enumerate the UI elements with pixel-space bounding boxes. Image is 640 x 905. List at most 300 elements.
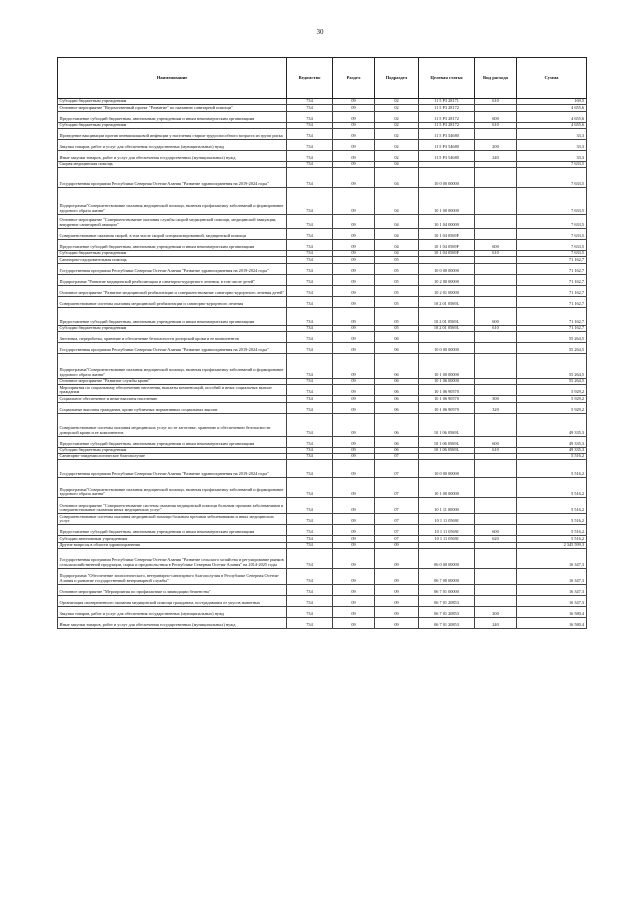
cell-summa: 16 580,4 <box>517 606 587 617</box>
cell-vid-rashoda <box>475 343 517 354</box>
cell-podrazdel: 06 <box>375 447 419 453</box>
cell-vid-rashoda <box>475 548 517 568</box>
cell-summa: 49 335,3 <box>517 436 587 447</box>
cell-podrazdel: 06 <box>375 343 419 354</box>
cell-podrazdel: 06 <box>375 354 419 379</box>
cell-vid-rashoda: 610 <box>475 251 517 257</box>
cell-vid-rashoda <box>475 584 517 595</box>
cell-celevaya-statya: 06 7 01 20853 <box>419 617 475 628</box>
cell-vedomstvo: 734 <box>287 332 333 343</box>
cell-podrazdel: 09 <box>375 548 419 568</box>
cell-vid-rashoda: 200 <box>475 139 517 150</box>
cell-summa: 7 633,5 <box>517 161 587 167</box>
cell-podrazdel: 04 <box>375 229 419 240</box>
cell-summa: 55 264,5 <box>517 354 587 379</box>
cell-name: Подпрограмма "Обеспечение эпизоотического, ветеринарно-санитарного благополучия в Республике Северная Осетия-Алания и развитие государственной ветеринарной службы" <box>58 568 287 584</box>
table-row <box>58 343 587 354</box>
table-row <box>58 514 587 525</box>
cell-razdel: 09 <box>333 251 375 257</box>
cell-vid-rashoda: 600 <box>475 111 517 122</box>
cell-vedomstvo: 734 <box>287 251 333 257</box>
cell-name: Другие вопросы в области здравоохранения <box>58 542 287 548</box>
cell-summa: 71 162,7 <box>517 307 587 325</box>
cell-vid-rashoda: 240 <box>475 617 517 628</box>
cell-podrazdel: 02 <box>375 111 419 122</box>
cell-vid-rashoda <box>475 128 517 139</box>
cell-name: Субсидии бюджетным учреждениям <box>58 122 287 128</box>
cell-podrazdel: 06 <box>375 385 419 396</box>
cell-podrazdel: 09 <box>375 584 419 595</box>
cell-vid-rashoda <box>475 296 517 307</box>
table-row <box>58 478 587 498</box>
cell-summa: 5 929,2 <box>517 396 587 402</box>
cell-vedomstvo: 734 <box>287 296 333 307</box>
cell-name: Основное мероприятие "Совершенствование оказания службы скорой медицинской помощи, медицинской эвакуации, внедрение санитарной авиации" <box>58 215 287 229</box>
cell-razdel: 09 <box>333 285 375 296</box>
cell-podrazdel: 09 <box>375 568 419 584</box>
cell-razdel: 09 <box>333 514 375 525</box>
cell-summa: 7 633,5 <box>517 168 587 188</box>
cell-celevaya-statya: 11 5 P3 54680 <box>419 139 475 150</box>
cell-vid-rashoda <box>475 285 517 296</box>
cell-celevaya-statya: 10 1 06 90570 <box>419 402 475 413</box>
cell-name: Социальные выплаты гражданам, кроме публичных нормативных социальных выплат <box>58 402 287 413</box>
cell-vid-rashoda: 610 <box>475 325 517 331</box>
cell-celevaya-statya: 10 1 00 00000 <box>419 354 475 379</box>
cell-razdel: 09 <box>333 606 375 617</box>
cell-celevaya-statya: 10 2 00 00000 <box>419 274 475 285</box>
cell-celevaya-statya: 06 0 00 00000 <box>419 548 475 568</box>
cell-razdel: 09 <box>333 402 375 413</box>
cell-summa: 33,3 <box>517 128 587 139</box>
table-body <box>58 99 587 629</box>
cell-vedomstvo: 734 <box>287 525 333 536</box>
cell-vedomstvo: 734 <box>287 478 333 498</box>
cell-vid-rashoda <box>475 514 517 525</box>
cell-summa: 55 264,5 <box>517 379 587 385</box>
cell-vedomstvo: 734 <box>287 263 333 274</box>
cell-podrazdel: 05 <box>375 285 419 296</box>
table-row <box>58 606 587 617</box>
cell-vedomstvo: 734 <box>287 548 333 568</box>
cell-podrazdel: 02 <box>375 105 419 111</box>
cell-celevaya-statya: 11 5 P3 28172 <box>419 111 475 122</box>
cell-podrazdel: 04 <box>375 161 419 167</box>
cell-vedomstvo: 734 <box>287 105 333 111</box>
cell-podrazdel: 09 <box>375 606 419 617</box>
cell-name: Проведение вакцинации против пневмококковой инфекции у населения старше трудоспособного возраста из групп риска <box>58 128 287 139</box>
cell-celevaya-statya: 10 1 04 0569F <box>419 240 475 251</box>
table-row <box>58 498 587 514</box>
cell-vedomstvo: 734 <box>287 111 333 122</box>
cell-summa: 5 516,2 <box>517 514 587 525</box>
table-row <box>58 595 587 606</box>
cell-name: Субсидии бюджетным учреждениям <box>58 325 287 331</box>
cell-vedomstvo: 734 <box>287 122 333 128</box>
cell-vedomstvo: 734 <box>287 99 333 105</box>
cell-podrazdel: 04 <box>375 188 419 215</box>
cell-name: Субсидии бюджетным учреждениям <box>58 251 287 257</box>
cell-vid-rashoda: 320 <box>475 402 517 413</box>
cell-razdel: 09 <box>333 161 375 167</box>
table-row <box>58 307 587 325</box>
cell-vedomstvo: 734 <box>287 447 333 453</box>
cell-name: Санаторно-оздоровительная помощь <box>58 257 287 263</box>
cell-name: Субсидии бюджетным учреждениям <box>58 447 287 453</box>
cell-vid-rashoda <box>475 568 517 584</box>
table-row <box>58 188 587 215</box>
cell-vedomstvo: 734 <box>287 215 333 229</box>
cell-name: Иные закупки товаров, работ и услуг для обеспечения государственных (муниципальных) нужд <box>58 617 287 628</box>
cell-podrazdel: 05 <box>375 307 419 325</box>
cell-name: Социальное обеспечение и иные выплаты населению <box>58 396 287 402</box>
cell-razdel: 09 <box>333 240 375 251</box>
cell-podrazdel: 07 <box>375 536 419 542</box>
cell-celevaya-statya: 10 1 06 00000 <box>419 379 475 385</box>
cell-podrazdel: 05 <box>375 257 419 263</box>
cell-vid-rashoda: 620 <box>475 536 517 542</box>
cell-podrazdel: 02 <box>375 139 419 150</box>
cell-razdel: 09 <box>333 478 375 498</box>
cell-summa: 7 633,5 <box>517 251 587 257</box>
cell-vedomstvo: 734 <box>287 498 333 514</box>
cell-razdel: 09 <box>333 307 375 325</box>
cell-name: Государственная программа Республики Северная Осетия-Алания "Развитие здравоохранения на 2019-2024 годы" <box>58 460 287 478</box>
cell-razdel: 09 <box>333 111 375 122</box>
cell-summa: 5 929,2 <box>517 402 587 413</box>
header-summa: Сумма <box>517 58 587 99</box>
cell-summa: 7 633,5 <box>517 240 587 251</box>
cell-razdel: 09 <box>333 584 375 595</box>
cell-podrazdel: 02 <box>375 99 419 105</box>
cell-razdel: 09 <box>333 122 375 128</box>
table-row <box>58 150 587 161</box>
cell-podrazdel: 07 <box>375 478 419 498</box>
cell-vedomstvo: 734 <box>287 536 333 542</box>
cell-vid-rashoda: 300 <box>475 396 517 402</box>
cell-razdel: 09 <box>333 296 375 307</box>
cell-vedomstvo: 734 <box>287 568 333 584</box>
budget-table <box>57 57 587 629</box>
cell-name: Основное мероприятие "Ведомственный проект "Развитие" по оказанию санитарной помощи" <box>58 105 287 111</box>
cell-summa: 4 655,6 <box>517 122 587 128</box>
cell-name: Организация своевременного оказания медицинской помощи гражданам, пострадавшим от укусов животных <box>58 595 287 606</box>
cell-summa: 16 347,3 <box>517 548 587 568</box>
cell-vedomstvo: 734 <box>287 617 333 628</box>
cell-vedomstvo: 734 <box>287 514 333 525</box>
cell-celevaya-statya: 10 0 00 00000 <box>419 460 475 478</box>
cell-summa: 5 516,2 <box>517 525 587 536</box>
cell-summa: 33,3 <box>517 150 587 161</box>
cell-vedomstvo: 734 <box>287 542 333 548</box>
cell-podrazdel: 04 <box>375 251 419 257</box>
cell-summa: 2 345 599,3 <box>517 542 587 548</box>
table-row <box>58 139 587 150</box>
table-row <box>58 332 587 343</box>
cell-razdel: 09 <box>333 617 375 628</box>
cell-name: Закупка товаров, работ и услуг для обеспечения государственных (муниципальных) нужд <box>58 139 287 150</box>
cell-celevaya-statya: 10 1 04 0569F <box>419 251 475 257</box>
cell-summa: 7 633,5 <box>517 229 587 240</box>
cell-name: Совершенствование системы оказания медицинской реабилитации и санаторно-курортного лечения <box>58 296 287 307</box>
cell-celevaya-statya: 06 7 01 00000 <box>419 584 475 595</box>
cell-summa: 5 516,2 <box>517 498 587 514</box>
cell-celevaya-statya: 10 1 04 0569F <box>419 229 475 240</box>
cell-vedomstvo: 734 <box>287 436 333 447</box>
cell-celevaya-statya: 10 2 01 0569L <box>419 325 475 331</box>
cell-razdel: 09 <box>333 229 375 240</box>
cell-vedomstvo: 734 <box>287 396 333 402</box>
cell-celevaya-statya: 10 1 00 00000 <box>419 188 475 215</box>
cell-celevaya-statya: 10 1 11 0569J <box>419 525 475 536</box>
cell-razdel: 09 <box>333 548 375 568</box>
cell-razdel: 09 <box>333 354 375 379</box>
cell-razdel: 09 <box>333 436 375 447</box>
header-vedomstvo: Ведомство <box>287 58 333 99</box>
cell-summa: 55 264,5 <box>517 332 587 343</box>
cell-podrazdel: 06 <box>375 436 419 447</box>
cell-vid-rashoda <box>475 460 517 478</box>
cell-razdel: 09 <box>333 525 375 536</box>
cell-podrazdel: 02 <box>375 122 419 128</box>
cell-vid-rashoda: 600 <box>475 525 517 536</box>
cell-podrazdel: 05 <box>375 296 419 307</box>
cell-summa: 71 162,7 <box>517 296 587 307</box>
cell-vedomstvo: 734 <box>287 150 333 161</box>
cell-podrazdel: 06 <box>375 379 419 385</box>
table-row <box>58 168 587 188</box>
cell-summa: 5 516,2 <box>517 453 587 459</box>
cell-vid-rashoda <box>475 215 517 229</box>
cell-podrazdel: 02 <box>375 150 419 161</box>
cell-vedomstvo: 734 <box>287 460 333 478</box>
cell-vedomstvo: 734 <box>287 139 333 150</box>
cell-celevaya-statya: 10 2 01 0569L <box>419 296 475 307</box>
cell-summa: 7 633,5 <box>517 188 587 215</box>
cell-celevaya-statya: 10 1 06 0569L <box>419 436 475 447</box>
cell-vid-rashoda: 600 <box>475 436 517 447</box>
cell-name: Государственная программа Республики Северная Осетия-Алания "Развитие здравоохранения на 2019-2024 годы" <box>58 343 287 354</box>
cell-name: Государственная программа Республики Северная Осетия-Алания "Развитие здравоохранения на 2019-2024 годы" <box>58 168 287 188</box>
cell-podrazdel: 09 <box>375 595 419 606</box>
cell-vedomstvo: 734 <box>287 343 333 354</box>
cell-name: Основное мероприятие "Развитие службы крови" <box>58 379 287 385</box>
cell-vid-rashoda: 200 <box>475 606 517 617</box>
cell-celevaya-statya: 06 7 00 00000 <box>419 568 475 584</box>
cell-razdel: 09 <box>333 128 375 139</box>
cell-razdel: 09 <box>333 188 375 215</box>
cell-celevaya-statya: 11 5 P3 54680 <box>419 150 475 161</box>
cell-summa: 16 347,3 <box>517 568 587 584</box>
table-row <box>58 296 587 307</box>
cell-name: Совершенствование оказания скорой, в том числе скорой специализированной, медицинской помощи <box>58 229 287 240</box>
cell-vedomstvo: 734 <box>287 307 333 325</box>
cell-vid-rashoda <box>475 478 517 498</box>
table-row <box>58 568 587 584</box>
cell-podrazdel: 04 <box>375 215 419 229</box>
cell-vid-rashoda: 610 <box>475 122 517 128</box>
table-row <box>58 385 587 396</box>
cell-vedomstvo: 734 <box>287 354 333 379</box>
table-row <box>58 584 587 595</box>
cell-vedomstvo: 734 <box>287 229 333 240</box>
cell-celevaya-statya: 06 7 01 20853 <box>419 595 475 606</box>
cell-name: Санитарно-эпидемиологическое благополучие <box>58 453 287 459</box>
cell-vid-rashoda: 600 <box>475 240 517 251</box>
cell-razdel: 09 <box>333 379 375 385</box>
cell-vedomstvo: 734 <box>287 274 333 285</box>
cell-summa: 71 162,7 <box>517 274 587 285</box>
cell-name: Подпрограмма "Развитие медицинской реабилитации и санаторно-курортного лечения, в том числе детей" <box>58 274 287 285</box>
cell-vedomstvo: 734 <box>287 453 333 459</box>
cell-name: Государственная программа Республики Северная Осетия-Алания "Развитие здравоохранения на 2019-2024 годы" <box>58 263 287 274</box>
cell-vedomstvo: 734 <box>287 379 333 385</box>
cell-name: Основное мероприятие "Развитие медицинской реабилитации и совершенствование санаторно-курортного лечения детей" <box>58 285 287 296</box>
cell-vid-rashoda <box>475 354 517 379</box>
cell-celevaya-statya: 06 7 01 20853 <box>419 606 475 617</box>
cell-summa: 16 347,3 <box>517 584 587 595</box>
cell-podrazdel: 05 <box>375 263 419 274</box>
header-podrazdel: Подраздел <box>375 58 419 99</box>
cell-celevaya-statya: 10 2 01 0569L <box>419 307 475 325</box>
cell-summa: 169,5 <box>517 99 587 105</box>
cell-razdel: 09 <box>333 460 375 478</box>
cell-podrazdel: 05 <box>375 274 419 285</box>
cell-vedomstvo: 734 <box>287 257 333 263</box>
cell-summa: 71 162,7 <box>517 263 587 274</box>
cell-podrazdel: 04 <box>375 240 419 251</box>
cell-name: Предоставление субсидий бюджетным, автономным учреждениям и иным некоммерческим организациям <box>58 436 287 447</box>
cell-name: Заготовка, переработка, хранение и обеспечение безопасности донорской крови и ее компонентов <box>58 332 287 343</box>
cell-summa: 5 516,2 <box>517 460 587 478</box>
cell-celevaya-statya: 10 1 00 00000 <box>419 478 475 498</box>
cell-razdel: 09 <box>333 257 375 263</box>
cell-podrazdel: 06 <box>375 396 419 402</box>
cell-vid-rashoda <box>475 168 517 188</box>
cell-summa: 16 580,4 <box>517 617 587 628</box>
cell-razdel: 09 <box>333 263 375 274</box>
cell-summa: 16 347,3 <box>517 595 587 606</box>
cell-name: Государственная программа Республики Северная Осетия-Алания "Развитие сельского хозяйства и регулирование рынков сельскохозяйственной продукции, сырья и продовольствия в Республике Северная Осетия-Алания" на 2014-2025 годы <box>58 548 287 568</box>
cell-podrazdel: 06 <box>375 332 419 343</box>
cell-summa: 5 516,2 <box>517 478 587 498</box>
cell-vid-rashoda: 610 <box>475 447 517 453</box>
cell-razdel: 09 <box>333 536 375 542</box>
table-row <box>58 240 587 251</box>
cell-razdel: 09 <box>333 99 375 105</box>
cell-celevaya-statya: 10 1 06 0569L <box>419 447 475 453</box>
cell-vid-rashoda: 240 <box>475 150 517 161</box>
cell-name: Закупка товаров, работ и услуг для обеспечения государственных (муниципальных) нужд <box>58 606 287 617</box>
cell-summa: 4 655,6 <box>517 105 587 111</box>
cell-vedomstvo: 734 <box>287 595 333 606</box>
cell-podrazdel: 07 <box>375 460 419 478</box>
cell-name: Предоставление субсидий бюджетным, автономным учреждениям и иным некоммерческим организациям <box>58 240 287 251</box>
cell-razdel: 09 <box>333 105 375 111</box>
cell-celevaya-statya: 11 5 P3 28171 <box>419 99 475 105</box>
cell-celevaya-statya: 10 1 06 90570 <box>419 396 475 402</box>
table-row <box>58 263 587 274</box>
table-row <box>58 215 587 229</box>
cell-podrazdel: 07 <box>375 525 419 536</box>
cell-vedomstvo: 734 <box>287 161 333 167</box>
cell-vedomstvo: 734 <box>287 188 333 215</box>
table-row <box>58 460 587 478</box>
cell-name: Подпрограмма"Совершенствование оказания медицинской помощи, включая профилактику заболеваний и формирование здорового образа жизни" <box>58 354 287 379</box>
table-row <box>58 354 587 379</box>
cell-summa: 71 162,7 <box>517 325 587 331</box>
cell-podrazdel: 04 <box>375 168 419 188</box>
cell-celevaya-statya: 10 1 11 00000 <box>419 498 475 514</box>
cell-vid-rashoda <box>475 229 517 240</box>
cell-summa: 49 335,3 <box>517 447 587 453</box>
cell-celevaya-statya: 11 5 P3 28172 <box>419 122 475 128</box>
cell-vedomstvo: 734 <box>287 584 333 595</box>
cell-name: Совершенствование системы оказания медицинской помощи больным прочими заболеваниями и иных медицинских услуг <box>58 514 287 525</box>
cell-name: Мероприятия по социальному обеспечению населения, выплаты компенсаций, пособий и иных социальных выплат гражданам <box>58 385 287 396</box>
cell-summa: 7 633,5 <box>517 215 587 229</box>
cell-summa: 55 264,5 <box>517 343 587 354</box>
cell-celevaya-statya: 10 1 04 00000 <box>419 215 475 229</box>
cell-razdel: 09 <box>333 274 375 285</box>
cell-vedomstvo: 734 <box>287 325 333 331</box>
cell-name: Подпрограмма"Совершенствование оказания медицинской помощи, включая профилактику заболеваний и формирование здорового образа жизни" <box>58 188 287 215</box>
cell-razdel: 09 <box>333 150 375 161</box>
cell-summa: 33,3 <box>517 139 587 150</box>
cell-summa: 71 162,7 <box>517 285 587 296</box>
cell-vid-rashoda <box>475 413 517 436</box>
cell-vid-rashoda <box>475 188 517 215</box>
cell-podrazdel: 02 <box>375 128 419 139</box>
cell-vedomstvo: 734 <box>287 402 333 413</box>
cell-vid-rashoda: 610 <box>475 99 517 105</box>
cell-vedomstvo: 734 <box>287 285 333 296</box>
cell-podrazdel: 07 <box>375 498 419 514</box>
cell-razdel: 09 <box>333 453 375 459</box>
cell-name: Совершенствование системы оказания медицинских услуг по ее заготовке, хранению и обеспечению безопасности донорской крови и ее компонентов <box>58 413 287 436</box>
cell-celevaya-statya: 10 1 11 0569J <box>419 536 475 542</box>
cell-razdel: 09 <box>333 332 375 343</box>
cell-celevaya-statya: 10 0 00 00000 <box>419 343 475 354</box>
cell-name: Предоставление субсидий бюджетным, автономным учреждениям и иным некоммерческим организациям <box>58 525 287 536</box>
cell-podrazdel: 07 <box>375 453 419 459</box>
cell-razdel: 09 <box>333 215 375 229</box>
cell-razdel: 09 <box>333 498 375 514</box>
cell-razdel: 09 <box>333 595 375 606</box>
cell-razdel: 09 <box>333 168 375 188</box>
cell-razdel: 09 <box>333 139 375 150</box>
cell-razdel: 09 <box>333 447 375 453</box>
cell-name: Субсидии автономным учреждениям <box>58 536 287 542</box>
cell-vid-rashoda <box>475 498 517 514</box>
table-row <box>58 402 587 413</box>
table-row <box>58 128 587 139</box>
table-row <box>58 617 587 628</box>
cell-name: Основное мероприятие "Мероприятия по профилактике и ликвидации бешенства" <box>58 584 287 595</box>
table-row <box>58 548 587 568</box>
cell-podrazdel: 06 <box>375 402 419 413</box>
table-row <box>58 111 587 122</box>
cell-razdel: 09 <box>333 568 375 584</box>
cell-celevaya-statya <box>419 332 475 343</box>
header-celevaya-statya: Целевая статья <box>419 58 475 99</box>
cell-celevaya-statya: 10 1 06 90570 <box>419 385 475 396</box>
cell-podrazdel: 09 <box>375 542 419 548</box>
cell-name: Основное мероприятие "Совершенствование системы оказания медицинской помощи больным прочими заболеваниями и совершенствование оказания иных медицинских услуг" <box>58 498 287 514</box>
cell-celevaya-statya: 10 0 00 00000 <box>419 168 475 188</box>
cell-name: Подпрограмма"Совершенствование оказания медицинской помощи, включая профилактику заболеваний и формирование здорового образа жизни" <box>58 478 287 498</box>
cell-vedomstvo: 734 <box>287 606 333 617</box>
